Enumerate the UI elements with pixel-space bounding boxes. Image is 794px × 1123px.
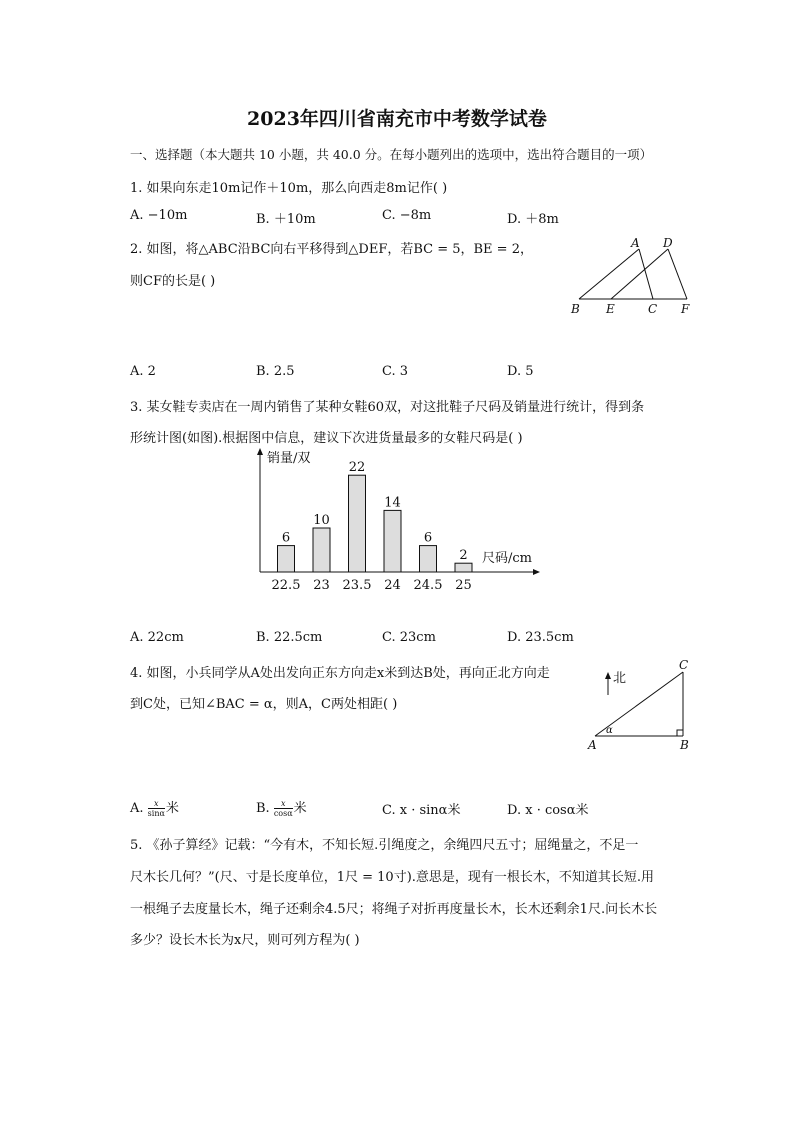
q2-option-c: C. 3 (382, 364, 409, 379)
label-a: A (588, 738, 597, 752)
segment-ed (611, 249, 668, 299)
label-b: B (680, 738, 689, 752)
x-tick-label-23: 23 (313, 578, 330, 593)
x-tick-label-23.5: 23.5 (342, 578, 372, 593)
q3-option-b: B. 22.5cm (256, 630, 323, 645)
label-c: C (648, 302, 658, 316)
q4-option-a-denominator: sinα (147, 809, 165, 818)
segment-df (668, 249, 687, 299)
q4-option-b-suffix: 米 (293, 801, 307, 816)
q4-option-a-prefix: A. (130, 801, 144, 816)
bar-value-label-24: 14 (384, 495, 401, 511)
x-tick-label-22.5: 22.5 (271, 578, 301, 593)
q4-option-d: D. x · cosα米 (507, 803, 589, 818)
bar-value-label-24.5: 6 (423, 530, 433, 546)
question-3-line2: 形统计图(如图).根据图中信息，建议下次进货量最多的女鞋尺码是( ) (130, 431, 523, 446)
right-triangle-figure (585, 655, 695, 755)
q4-option-b-prefix: B. (256, 801, 270, 816)
bar-23.5 (349, 475, 366, 572)
q4-option-a (130, 797, 179, 818)
north-arrow-icon (605, 672, 611, 679)
bar-25 (455, 563, 472, 572)
q4-option-b-numerator: x (274, 799, 293, 809)
bar-value-label-23: 10 (313, 513, 330, 528)
page-title: 2023年四川省南充市中考数学试卷 (247, 108, 547, 130)
q1-option-b: B. ＋10m (256, 212, 316, 227)
label-d: D (663, 236, 673, 250)
question-2-line2: 则CF的长是( ) (130, 274, 216, 289)
bar-value-label-25: 2 (459, 548, 468, 564)
q1-option-a: A. −10m (130, 208, 188, 223)
label-b: B (571, 302, 580, 316)
x-axis-label: 尺码/cm (482, 551, 532, 566)
x-tick-label-24: 24 (384, 578, 401, 593)
q1-option-c: C. −8m (382, 208, 432, 223)
shoe-size-bar-chart (250, 440, 550, 600)
q3-option-a: A. 22cm (130, 630, 184, 645)
question-5-line4: 多少？设长木长为x尺，则可列方程为( ) (130, 933, 360, 948)
x-tick-label-24.5: 24.5 (413, 578, 443, 593)
q4-option-a-suffix: 米 (165, 801, 179, 816)
bar-24.5 (420, 546, 437, 572)
q4-option-b-fraction (274, 799, 293, 818)
question-5-line1: 5. 《孙子算经》记载：“今有木，不知长短.引绳度之，余绳四尺五寸；屈绳量之，不足一 (130, 838, 639, 853)
question-1-text: 1. 如果向东走10m记作＋10m，那么向西走8m记作( ) (130, 181, 448, 196)
q4-option-c: C. x · sinα米 (382, 803, 461, 818)
triangle-translation-figure (565, 232, 700, 322)
label-f: F (681, 302, 690, 316)
q1-option-d: D. ＋8m (507, 212, 559, 227)
north-label: 北 (613, 671, 627, 686)
bar-22.5 (278, 546, 295, 572)
q4-option-b (256, 797, 307, 818)
label-alpha: α (606, 725, 613, 736)
bar-value-label-23.5: 22 (348, 460, 366, 476)
x-axis-arrow (533, 569, 540, 575)
q2-option-d: D. 5 (507, 364, 534, 379)
question-4-line2: 到C处，已知∠BAC = α，则A，C两处相距( ) (130, 697, 398, 712)
q3-option-d: D. 23.5cm (507, 630, 574, 645)
label-c: C (679, 658, 689, 672)
segment-ac (639, 249, 653, 299)
q4-option-b-denominator: cosα (273, 809, 293, 818)
label-e: E (606, 302, 615, 316)
question-3-line1: 3. 某女鞋专卖店在一周内销售了某种女鞋60双，对这批鞋子尺码及销量进行统计，得到条 (130, 400, 645, 415)
q3-option-c: C. 23cm (382, 630, 436, 645)
segment-ba (579, 249, 639, 299)
q4-option-a-numerator: x (148, 799, 165, 809)
question-2-line1: 2. 如图，将△ABC沿BC向右平移得到△DEF，若BC = 5，BE = 2， (130, 242, 533, 257)
question-4-line1: 4. 如图，小兵同学从A处出发向正东方向走x米到达B处，再向正北方向走 (130, 666, 550, 681)
label-a: A (631, 236, 640, 250)
y-axis-arrow (257, 448, 263, 455)
right-angle-mark (677, 730, 683, 736)
x-tick-label-25: 25 (455, 578, 472, 593)
bar-value-label-22.5: 6 (281, 530, 291, 546)
bar-23 (313, 528, 330, 572)
q2-option-a: A. 2 (130, 364, 156, 379)
y-axis-label: 销量/双 (267, 451, 311, 466)
q2-option-b: B. 2.5 (256, 364, 295, 379)
q4-option-a-fraction (148, 799, 165, 818)
question-5-line2: 尺木长几何？”(尺、寸是长度单位，1尺 = 10寸).意思是，现有一根长木，不知道其长短.用 (130, 870, 655, 885)
question-5-line3: 一根绳子去度量长木，绳子还剩余4.5尺；将绳子对折再度量长木，长木还剩余1尺.问长木长 (130, 902, 658, 917)
bar-24 (384, 510, 401, 572)
section-header: 一、选择题（本大题共 10 小题，共 40.0 分。在每小题列出的选项中，选出符合题目的一项） (130, 147, 653, 162)
